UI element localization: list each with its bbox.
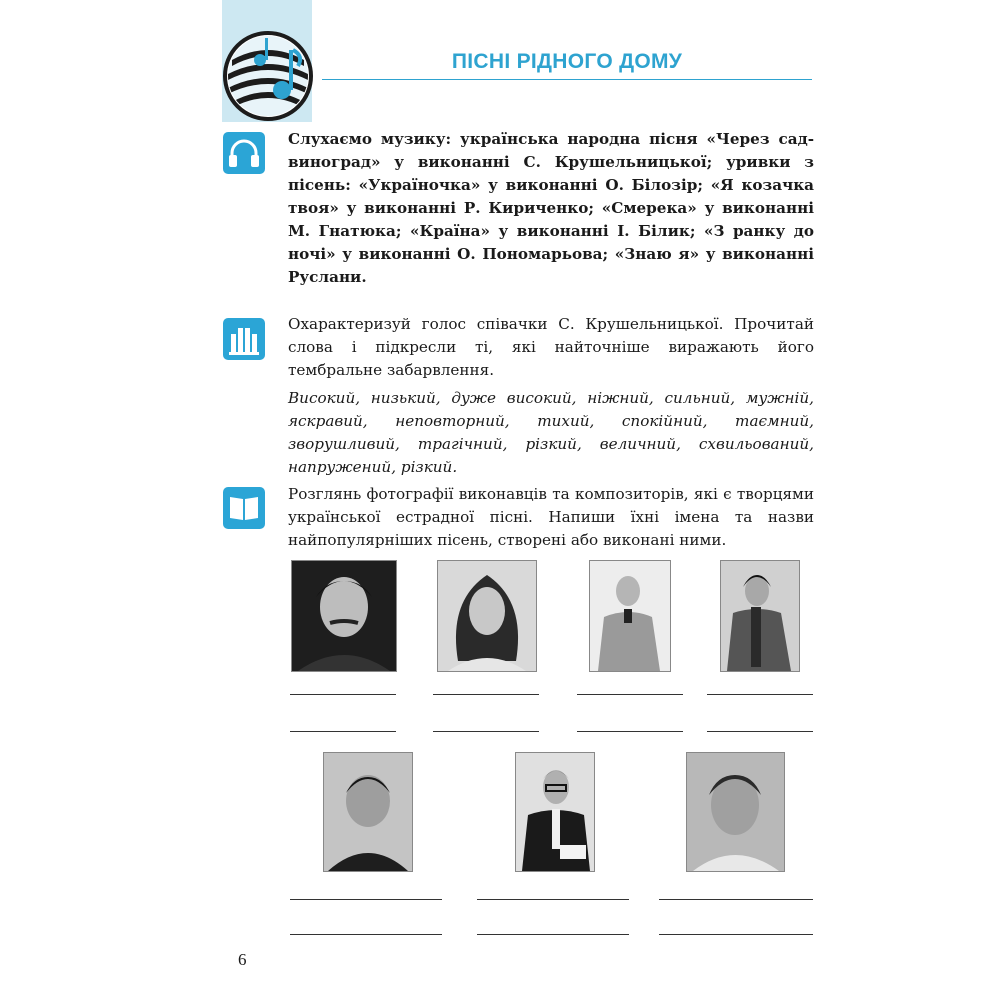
answer-line[interactable] <box>433 694 539 695</box>
answer-line[interactable] <box>290 934 442 935</box>
listen-text: Слухаємо музику: українська народна пісня «Через сад-виноград» у виконанні С. Крушельницької; уривки з пісень: «Україночка» у виконанні О. Білозір; «Я козачка твоя» у виконанні Р. Кириченко; «Смерека» у виконанні М. Гнатюка; «Країна» у виконанні І. Білик; «З ранку до ночі» у виконанні О. Пономарьова; «Знаю я» у виконанні Руслани. <box>288 130 814 286</box>
performer-photo-1 <box>291 560 397 672</box>
answer-line[interactable] <box>577 731 683 732</box>
performer-photo-3 <box>589 560 671 672</box>
timbre-words: Високий, низький, дуже високий, ніжний, сильний, мужній, яскравий, неповторний, тихий, спокійний, таємний, зворушливий, трагічний, різкий, величний, схвильований, напружений, різкий. <box>288 389 814 476</box>
answer-line[interactable] <box>707 731 813 732</box>
answer-line[interactable] <box>659 934 813 935</box>
page-number: 6 <box>238 950 247 969</box>
answer-line[interactable] <box>707 694 813 695</box>
characterize-text: Охарактеризуй голос співачки С. Крушельницької. Прочитай слова і підкресли ті, які найточніше виражають його тембральне забарвлення. <box>288 315 814 379</box>
answer-line[interactable] <box>659 899 813 900</box>
book-icon <box>223 487 265 529</box>
answer-line[interactable] <box>433 731 539 732</box>
music-emblem-icon <box>222 30 314 122</box>
headphones-icon <box>223 132 265 174</box>
answer-line[interactable] <box>290 731 396 732</box>
performer-photo-7 <box>686 752 785 872</box>
answer-line[interactable] <box>577 694 683 695</box>
answer-line[interactable] <box>290 899 442 900</box>
answer-line[interactable] <box>477 899 629 900</box>
answer-line[interactable] <box>290 694 396 695</box>
performer-photo-5 <box>323 752 413 872</box>
organ-pipes-icon <box>223 318 265 360</box>
performer-photo-2 <box>437 560 537 672</box>
answer-line[interactable] <box>477 934 629 935</box>
photos-text: Розглянь фотографії виконавців та композиторів, які є творцями української естрадної пісні. Напиши їхні імена та назви найпопулярніших пісень, створені або виконані ними. <box>288 485 814 549</box>
performer-photo-6 <box>515 752 595 872</box>
performer-photo-4 <box>720 560 800 672</box>
page-title: ПІСНІ РІДНОГО ДОМУ <box>451 50 683 73</box>
title-rule <box>322 79 812 80</box>
